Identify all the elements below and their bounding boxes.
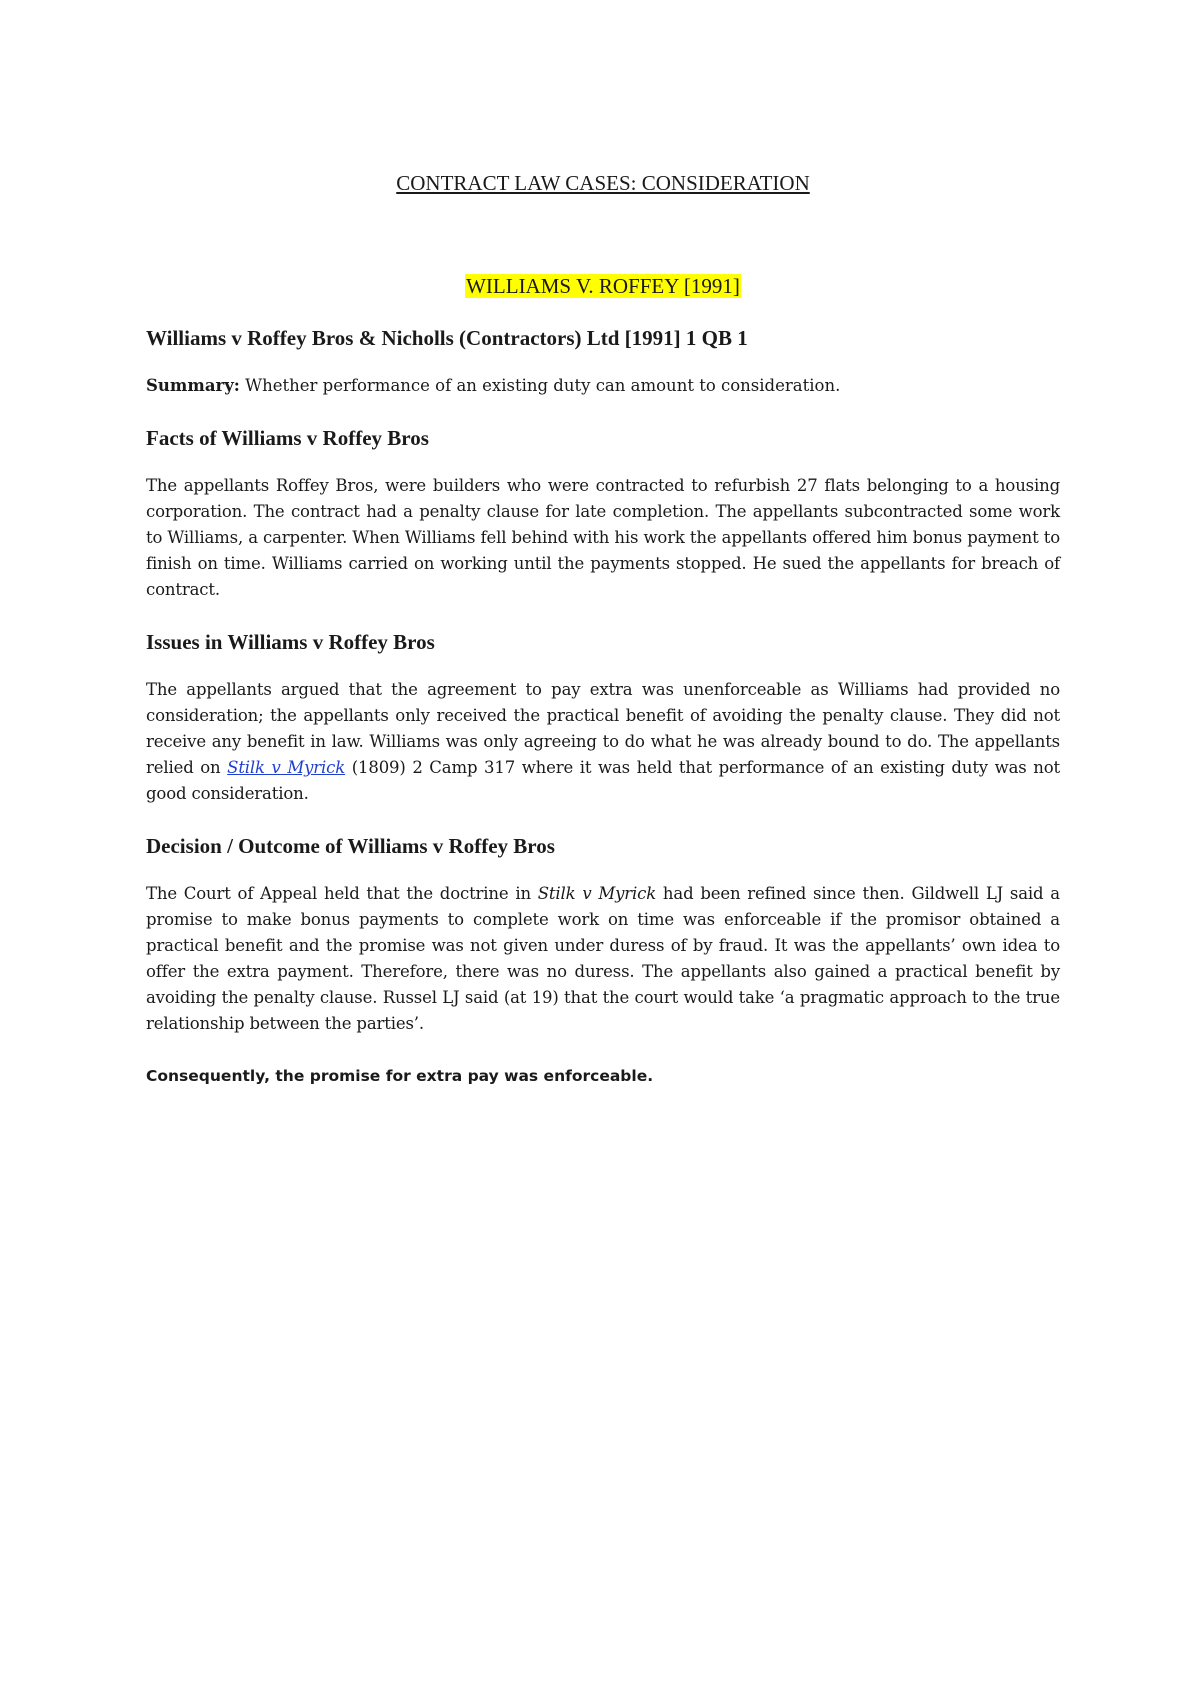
document-content — [146, 170, 1060, 1089]
decision-paragraph — [146, 881, 1060, 1037]
facts-paragraph: The appellants Roffey Bros, were builders who were contracted to refurbish 27 flats belonging to a housing corporation. The contract had a penalty clause for late completion. The appellants subcontracted some work to Williams, a carpenter. When Williams fell behind with his work the appellants offered him bonus payment to finish on time. Williams carried on working until the payments stopped. He sued the appellants for breach of contract. — [146, 476, 1060, 599]
summary-text: Whether performance of an existing duty can amount to consideration. — [239, 376, 841, 395]
case-citation: Williams v Roffey Bros & Nicholls (Contractors) Ltd [1991] 1 QB 1 — [146, 326, 748, 350]
case-title-wrapper — [146, 273, 1060, 299]
document-title: CONTRACT LAW CASES: CONSIDERATION — [396, 171, 810, 195]
issues-paragraph — [146, 677, 1060, 807]
facts-heading: Facts of Williams v Roffey Bros — [146, 426, 429, 450]
case-title-highlighted: WILLIAMS V. ROFFEY [1991] — [466, 274, 740, 298]
stilk-v-myrick-link[interactable]: Stilk v Myrick — [227, 758, 346, 777]
issues-text-after-link: (1809) 2 Camp 317 where it was held that performance of an existing duty was not good consideration. — [146, 758, 1060, 803]
conclusion-statement: Consequently, the promise for extra pay was enforceable. — [146, 1067, 654, 1085]
decision-heading: Decision / Outcome of Williams v Roffey Bros — [146, 834, 555, 858]
decision-text-before-italic: The Court of Appeal held that the doctrine in — [146, 884, 538, 903]
issues-text-before-link: The appellants argued that the agreement to pay extra was unenforceable as Williams had provided no consideration; the appellants only received the practical benefit of avoiding the penalty clause. They did not receive any benefit in law. Williams was only agreeing to do what he was already bound to do. The appellants relied on — [146, 680, 1060, 777]
decision-case-name: Stilk v Myrick — [537, 884, 657, 903]
issues-heading: Issues in Williams v Roffey Bros — [146, 630, 435, 654]
case-summary — [146, 373, 1060, 399]
decision-text-after-italic: had been refined since then. Gildwell LJ said a promise to make bonus payments to complete work on time was enforceable if the promisor obtained a practical benefit and the promise was not given under duress of by fraud. It was the appellants’ own idea to offer the extra payment. Therefore, there was no duress. The appellants also gained a practical benefit by avoiding the penalty clause. Russel LJ said (at 19) that the court would take ‘a pragmatic approach to the true relationship between the parties’. — [146, 884, 1060, 1033]
summary-label: Summary: — [146, 376, 240, 395]
